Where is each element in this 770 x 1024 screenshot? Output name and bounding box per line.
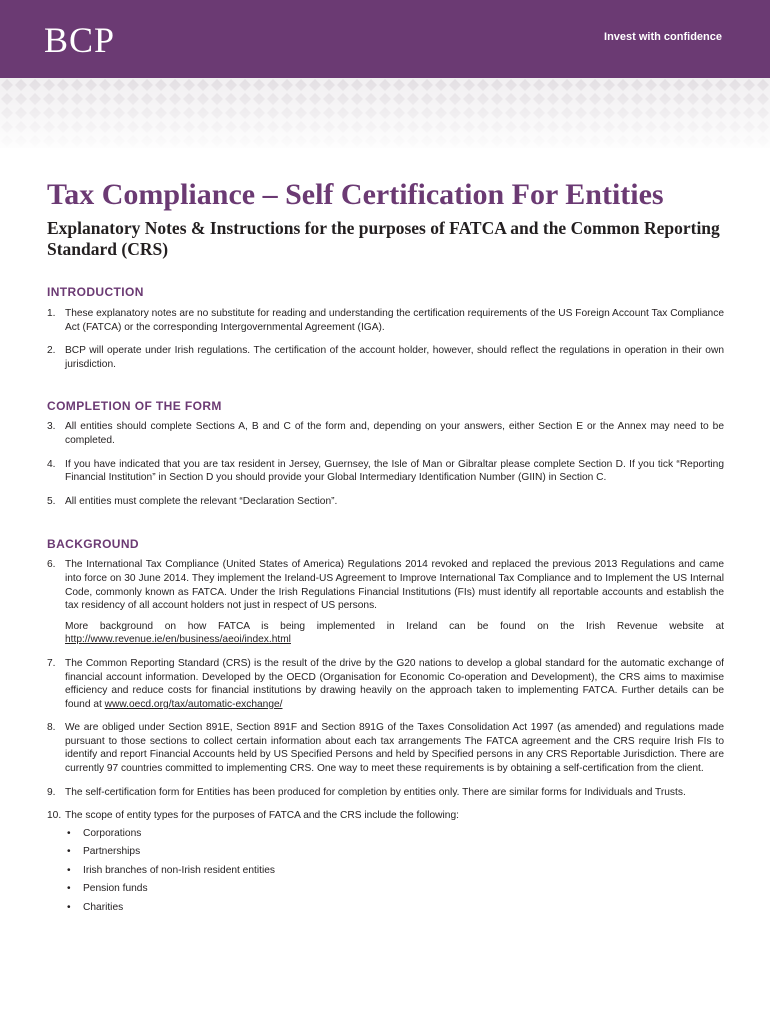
list-item: [47, 721, 724, 775]
bullet-item: [65, 864, 724, 883]
background-list: [47, 558, 724, 919]
list-item: [47, 786, 724, 800]
bullet-icon: •: [67, 883, 71, 895]
item-text: If you have indicated that you are tax resident in Jersey, Guernsey, the Isle of Man or Gibraltar please complete Section D. If you tick “Reporting Financial Institution” in Section D you should provide your Global Intermediary Identification Number (GIIN) in Section C.: [65, 458, 724, 484]
completion-list: [47, 420, 724, 508]
item-number: 4.: [47, 458, 56, 470]
item-text: All entities should complete Sections A, B and C of the form and, depending on your answers, either Section E or the Annex may need to be completed.: [65, 421, 724, 446]
item-number: 9.: [47, 786, 56, 798]
item-number: 6.: [47, 559, 56, 571]
document-title: Tax Compliance – Self Certification For Entities: [47, 178, 664, 211]
item-number: 3.: [47, 421, 56, 433]
bullet-icon: •: [67, 901, 71, 913]
bullet-text: Partnerships: [83, 846, 141, 858]
item-text: BCP will operate under Irish regulations. The certification of the account holder, however, should reflect the regulations in operation in their own jurisdiction.: [65, 345, 724, 370]
item-text: The International Tax Compliance (United States of America) Regulations 2014 revoked and replaced the previous 2013 Regulations and came into force on 30 June 2014. They implement the Ireland-US Agreement to Improve International Tax Compliance and to Implement the US Internal Code, commonly known as FATCA. Under the Irish Regulations Financial Institutions (FIs) must identify all reportable accounts and establish the tax residency of all account holders not just in respect of US persons.: [65, 559, 724, 612]
item-number: 2.: [47, 345, 56, 357]
item-text: The self-certification form for Entities has been produced for completion by entities only. There are similar forms for Individuals and Trusts.: [65, 786, 686, 798]
bullet-item: [65, 901, 724, 920]
bullet-text: Pension funds: [83, 883, 148, 895]
item-text: We are obliged under Section 891E, Section 891F and Section 891G of the Taxes Consolidation Act 1997 (as amended) and regulations made pursuant to those sections to collect certain information about each tax arrangements The FATCA agreement and the CRS require Irish FIs to identify and report Financial Accounts held by US Specified Persons and held by Specified persons in any CRS Reportable Jurisdiction. There are currently 97 countries committed to implementing CRS. One way to meet these requirements is by obtaining a self-certification from the client.: [65, 722, 724, 775]
bullet-text: Charities: [83, 901, 124, 913]
list-item: [47, 420, 724, 447]
item-number: 10.: [47, 810, 62, 822]
section-heading-background: BACKGROUND: [47, 537, 139, 552]
bullet-icon: •: [67, 846, 71, 858]
entity-types-list: [65, 827, 724, 920]
item-more-text: [65, 620, 724, 647]
decorative-pattern-band: [0, 78, 770, 148]
list-item: [47, 495, 724, 509]
introduction-list: [47, 307, 724, 371]
more-background-text: More background on how FATCA is being implemented in Ireland can be found on the Irish Revenue website at: [65, 620, 724, 632]
bullet-text: Irish branches of non-Irish resident entities: [83, 864, 275, 876]
item-number: 1.: [47, 308, 56, 319]
item-text: The scope of entity types for the purposes of FATCA and the CRS include the following:: [65, 810, 459, 822]
revenue-link[interactable]: http://www.revenue.ie/en/business/aeoi/index.html: [65, 634, 291, 646]
item-text: These explanatory notes are no substitute for reading and understanding the certification requirements of the US Foreign Account Tax Compliance Act (FATCA) or the corresponding Intergovernmental Agreement (IGA).: [65, 308, 724, 333]
document-subtitle: Explanatory Notes & Instructions for the purposes of FATCA and the Common Reporting Standard (CRS): [47, 218, 720, 259]
item-text: [65, 657, 724, 711]
bullet-icon: •: [67, 864, 71, 876]
list-item: [47, 558, 724, 647]
list-item: [47, 657, 724, 711]
item-number: 8.: [47, 722, 56, 734]
list-item: [47, 458, 724, 485]
page-header: [0, 0, 770, 78]
list-item: [47, 809, 724, 919]
list-item: [47, 344, 724, 371]
bcp-logo: BCP: [44, 20, 116, 60]
oecd-link[interactable]: www.oecd.org/tax/automatic-exchange/: [104, 698, 283, 710]
section-heading-completion: COMPLETION OF THE FORM: [47, 399, 222, 414]
bullet-item: [65, 827, 724, 846]
tagline: Invest with confidence: [604, 31, 722, 43]
document-body: [47, 176, 724, 919]
bullet-item: [65, 845, 724, 864]
list-item: [47, 307, 724, 334]
section-heading-introduction: INTRODUCTION: [47, 285, 144, 299]
crs-text: The Common Reporting Standard (CRS) is the result of the drive by the G20 nations to develop a global standard for the automatic exchange of financial account information. Developed by the OECD (Organisation for Economic Co-operation and Development), the CRS aims to maximise efficiency and reduce costs for financial institutions by drawing heavily on the approach taken to implementing FATCA. Further details can be found at: [65, 657, 724, 710]
bullet-icon: •: [67, 827, 71, 839]
bullet-text: Corporations: [83, 827, 142, 839]
bullet-item: [65, 882, 724, 901]
item-text: All entities must complete the relevant “Declaration Section”.: [65, 495, 338, 507]
item-number: 7.: [47, 657, 56, 669]
item-number: 5.: [47, 495, 56, 507]
